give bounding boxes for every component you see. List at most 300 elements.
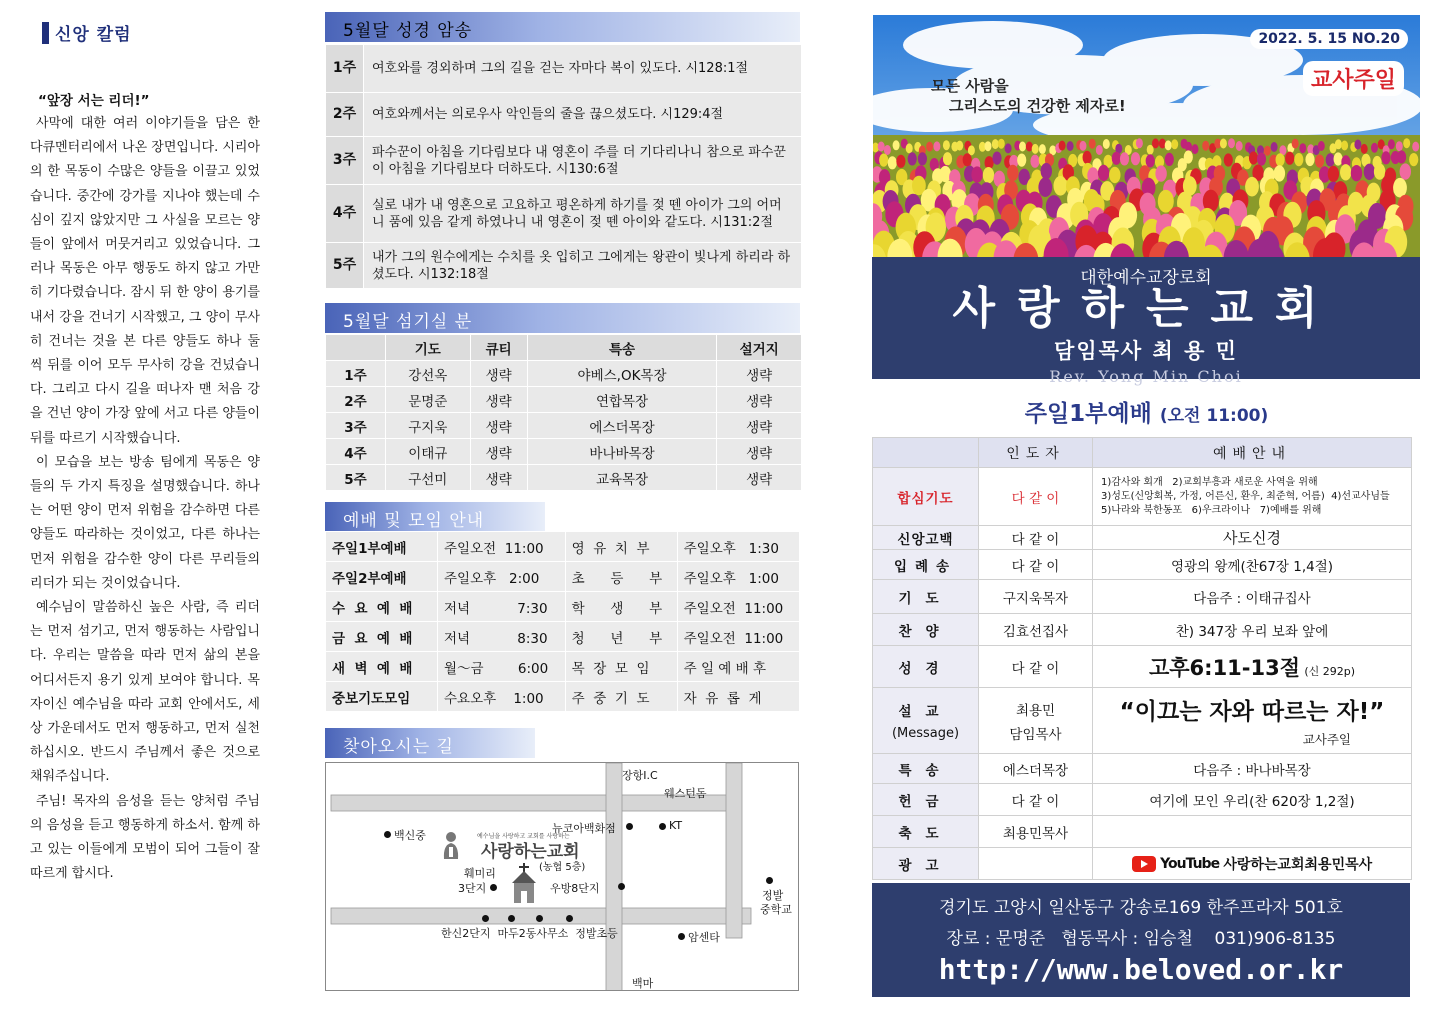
cell: 생략 — [717, 413, 802, 439]
cell: 자 유 롭 게 — [677, 682, 799, 712]
tulip-flower — [1165, 140, 1172, 150]
church-address: 경기도 고양시 일산동구 강송로169 한주프라자 501호 — [939, 898, 1343, 918]
cell: 저녁 8:30 — [438, 622, 566, 652]
cell: 주일1부예배 — [326, 532, 438, 562]
cell: 생략 — [717, 465, 802, 491]
tulip-flower — [1249, 151, 1258, 164]
tulip-flower — [1054, 176, 1068, 196]
map-label-kt: KT — [669, 819, 683, 832]
cell: 에스더목장 — [527, 413, 717, 439]
tulip-flower — [1096, 145, 1103, 155]
map-dot — [536, 915, 543, 922]
tulip-flower — [992, 139, 999, 149]
cell: 생략 — [717, 361, 802, 387]
church-building-icon — [504, 863, 544, 905]
tulip-flower — [1374, 163, 1385, 179]
faith-column — [30, 20, 260, 887]
tulip-flower — [1257, 153, 1266, 166]
cell: 청 년 부 — [565, 622, 677, 652]
verse-cell: 파수꾼이 아침을 기다림보다 내 영혼이 주를 더 기다리나니 참으로 파수꾼이 아침을 기다림보다 더하도다. 시130:6절 — [364, 137, 802, 185]
item-info — [1093, 848, 1412, 880]
memory-table — [325, 44, 802, 289]
verse-cell: 내가 그의 원수에게는 수치를 옷 입히고 그에게는 왕관이 빛나게 하리라 하셨도다. 시132:18절 — [364, 243, 802, 289]
sermon-sub: (Message) — [891, 726, 960, 741]
kitchen-title: 5월달 섬기실 분 — [325, 303, 800, 333]
map-label-newcore: 뉴코아백화점 — [552, 822, 616, 835]
tulip-flower — [1326, 153, 1335, 166]
item-leader: 김효선집사 — [979, 614, 1093, 646]
tulip-flower — [1112, 152, 1121, 165]
service-title — [873, 395, 1420, 428]
serving-table — [325, 334, 802, 491]
tulip-flower — [1318, 141, 1325, 151]
cell: 수 요 예 배 — [326, 592, 438, 622]
table-row — [326, 413, 802, 439]
cell: 학 생 부 — [565, 592, 677, 622]
tulip-flower — [1165, 153, 1174, 166]
tulip-flower — [1292, 139, 1299, 149]
cell: 바나바목장 — [527, 439, 717, 465]
table-row — [326, 361, 802, 387]
tulip-flower — [1171, 139, 1178, 149]
cell: 주일오후 1:30 — [677, 532, 799, 562]
map-dot — [626, 823, 633, 830]
tulip-flower — [879, 154, 888, 167]
sermon-theme: 교사주일 — [1302, 732, 1351, 747]
map-label-hwe2: 3단지 — [458, 882, 487, 895]
item-name: 헌금 — [873, 784, 979, 816]
cell: 주일오후 2:00 — [438, 562, 566, 592]
header-cell: 기도 — [386, 335, 471, 361]
bulletin-date: 2022. 5. 15 NO.20 — [1250, 29, 1408, 49]
table-row — [873, 646, 1412, 688]
item-leader: 에스더목장 — [979, 754, 1093, 784]
table-row — [873, 468, 1412, 526]
verse-cell: 실로 내가 내 영혼으로 고요하고 평온하게 하기를 젖 뗀 아이가 그의 어머니 품에 있음 같게 하였나니 내 영혼이 젖 뗀 아이와 같도다. 시131:2절 — [364, 185, 802, 243]
scripture-ref: 고후6:11-13절 — [1148, 655, 1301, 680]
cell: 교육목장 — [527, 465, 717, 491]
cell: 목 장 모 임 — [565, 652, 677, 682]
week-cell: 4주 — [326, 185, 364, 243]
column-paragraph: 이 모습을 보는 방송 팀에게 목동은 양들의 두 가지 특징을 설명했습니다. 하나는 어떤 양이 먼저 위험을 감수하면 다른 양들도 따라하는 것이었고, 다른 하나는 먼저 위험을 감수한 양이 다른 무리들의 리더가 되는 것이었습니다. — [30, 454, 260, 591]
table-row — [326, 137, 802, 185]
tulip-flower — [1120, 152, 1129, 165]
item-info: 사도신경 — [1093, 526, 1412, 550]
item-info: 다음주 : 이태규집사 — [1093, 580, 1412, 614]
tulip-flower — [985, 141, 992, 151]
cell: 영 유 치 부 — [565, 532, 677, 562]
map-label-jeongbal1: 정발 — [762, 889, 784, 902]
tulip-flower — [1039, 144, 1046, 154]
tulip-flower — [943, 152, 952, 165]
table-row — [326, 622, 800, 652]
youtube-icon — [1132, 856, 1156, 872]
denomination: 대한예수교장로회 — [1080, 268, 1212, 288]
tulip-flower — [1185, 142, 1192, 152]
week-cell: 2주 — [326, 93, 364, 137]
tulip-flower — [998, 139, 1005, 149]
item-name: 기도 — [873, 580, 979, 614]
tulip-flower — [1245, 177, 1259, 197]
church-slogan: 예수님을 사랑하고 교회를 사랑하는 — [477, 833, 570, 840]
tulip-flower — [908, 152, 917, 165]
column-title: “앞장 서는 리더!” — [38, 93, 150, 109]
tulip-flower — [963, 153, 972, 166]
tulip-flower — [1103, 139, 1110, 149]
tulip-flower — [918, 152, 927, 165]
tulip-flower — [1236, 141, 1243, 151]
cell: 연합목장 — [527, 387, 717, 413]
cell: 중보기도모임 — [326, 682, 438, 712]
cell: 초 등 부 — [565, 562, 677, 592]
tulip-flower — [1393, 178, 1407, 198]
tulip-flower — [1388, 139, 1395, 149]
tulip-flower — [983, 167, 994, 183]
week-cell: 5주 — [326, 243, 364, 289]
tulip-flower — [1192, 144, 1199, 154]
table-row — [873, 754, 1412, 784]
table-row — [873, 580, 1412, 614]
tulip-flower — [1224, 153, 1233, 166]
map-label-amcenter: 암센타 — [688, 931, 720, 944]
item-leader: 구지욱목자 — [979, 580, 1093, 614]
item-name: 광고 — [873, 848, 979, 880]
church-footer — [872, 883, 1410, 997]
table-row — [326, 682, 800, 712]
column-paragraph: 예수님이 말씀하신 높은 사람, 즉 리더는 먼저 섬기고, 먼저 행동하는 사람입니다. 우리는 말씀을 따라 먼저 삶의 본을 어디서든지 용기 있게 보여야 합니다. 목자이신 예수님을 따라 교회 안에서도, 세상 가운데서도 먼저 행동하고, 먼저 실천하십시오. 반드시 주님께서 좋은 것으로 채워주십니다. — [30, 600, 260, 785]
cell: 구선미 — [386, 465, 471, 491]
tulip-flower — [1159, 139, 1166, 149]
cell: 새 벽 예 배 — [326, 652, 438, 682]
map-dot — [618, 883, 625, 890]
tulip-flower — [1109, 167, 1120, 183]
cell: 수요오후 1:00 — [438, 682, 566, 712]
tulip-flower — [1274, 165, 1285, 181]
tulip-flower — [1155, 165, 1166, 181]
header-cell — [873, 438, 979, 468]
item-name — [873, 688, 979, 754]
item-info — [1093, 816, 1412, 848]
tulip-flower — [1059, 141, 1066, 151]
item-leader — [979, 688, 1093, 754]
table-row — [873, 614, 1412, 646]
cell: 야베스,OK목장 — [527, 361, 717, 387]
verse-cell: 여호와를 경외하며 그의 길을 걷는 자마다 복이 있도다. 시128:1절 — [364, 45, 802, 93]
cell: 주 중 기 도 — [565, 682, 677, 712]
cell: 주일오전 11:00 — [438, 532, 566, 562]
tulip-flower — [1354, 140, 1361, 150]
tulip-flower — [1098, 165, 1109, 181]
table-row — [326, 185, 802, 243]
tulip-flower — [1038, 177, 1052, 197]
item-name: 찬양 — [873, 614, 979, 646]
cell: 이태규 — [386, 439, 471, 465]
verse-cell: 여호와께서는 의로우사 악인들의 줄을 끊으셨도다. 시129:4절 — [364, 93, 802, 137]
cell: 5주 — [326, 465, 386, 491]
table-row — [873, 526, 1412, 550]
tulip-flower — [1276, 153, 1285, 166]
tulip-flower — [1294, 153, 1303, 166]
tulip-flower — [1228, 138, 1235, 148]
cell: 문명준 — [386, 387, 471, 413]
table-row — [873, 784, 1412, 816]
column-heading — [42, 20, 260, 45]
hero-image — [873, 15, 1420, 257]
map-dot — [678, 933, 685, 940]
scripture-page: (신 292p) — [1304, 664, 1355, 678]
item-info: 여기에 모인 우리(찬 620장 1,2절) — [1093, 784, 1412, 816]
tulip-flower — [1403, 138, 1410, 148]
item-leader: 다 같 이 — [979, 526, 1093, 550]
tulip-flower — [896, 155, 905, 168]
tulip-flower — [1361, 144, 1368, 154]
worship-title: 예배 및 모임 안내 — [325, 502, 545, 532]
item-leader: 다 같 이 — [979, 784, 1093, 816]
item-leader: 다 같 이 — [979, 468, 1093, 526]
cell: 생략 — [470, 387, 527, 413]
item-name: 축도 — [873, 816, 979, 848]
sermon-label: 설교 — [898, 704, 953, 720]
tulip-flower — [1007, 165, 1018, 181]
tulip-flower — [893, 140, 900, 150]
cell: 4주 — [326, 439, 386, 465]
service-time: (오전 11:00) — [1159, 406, 1269, 426]
cell: 주일2부예배 — [326, 562, 438, 592]
tulip-flower — [1271, 142, 1278, 152]
table-row — [326, 93, 802, 137]
church-logo-icon — [441, 829, 465, 859]
heading-bar — [42, 22, 49, 44]
map-label-janghang: 장항I.C — [622, 769, 658, 782]
tulip-flower — [1285, 152, 1294, 165]
map-label-woobang: 우방8단지 — [550, 882, 600, 895]
column-paragraph: 주님! 목자의 음성을 듣는 양처럼 주님의 음성을 듣고 행동하게 하소서. 함께 하고 있는 이들에게 모범이 되어 그들이 잘 따르게 합시다. — [30, 793, 260, 882]
order-of-service — [872, 437, 1412, 880]
table-row — [326, 243, 802, 289]
tulip-flower — [971, 166, 982, 182]
item-name: 입례송 — [873, 550, 979, 580]
table-row — [326, 45, 802, 93]
theme-badge: 교사주일 — [1303, 61, 1404, 96]
tulip-flower — [888, 156, 897, 169]
service-name: 주일1부예배 — [1024, 401, 1152, 427]
item-name: 특송 — [873, 754, 979, 784]
map-label-bottom-row: 한신2단지 마두2동사무소 정발초등 — [441, 927, 618, 940]
table-row — [326, 532, 800, 562]
tulip-flower — [940, 166, 951, 182]
tulip-flower — [1351, 165, 1362, 181]
tulip-flower — [1396, 141, 1403, 151]
column-paragraph: 사막에 대한 여러 이야기들을 담은 한 다큐멘터리에서 나온 장면입니다. 시리아의 한 목동이 수많은 양들을 이끌고 있었습니다. 중간에 강가를 지나야 했는데 수심이 깊지 않았지만 그 사실을 모르는 양들이 앞에서 머뭇거리고 있었습니다. 그러나 목동은 아무 행동도 하지 않고 가만히 기다렸습니다. 잠시 뒤 한 양이 용기를 내서 강을 건너기 시작했고, 그 양이 무사히 건너는 것을 본 다른 양들도 하나 둘 씩 뒤를 이어 모두 무사히 강을 건넜습니다. 그리고 다시 길을 떠나자 맨 처음 강을 건넌 양이 가장 앞에 서고 다른 양들이 뒤를 따르기 시작했습니다. — [30, 116, 261, 446]
tulip-flower — [1364, 164, 1375, 180]
church-banner — [872, 257, 1420, 386]
tulip-flower — [992, 152, 1001, 165]
header-cell — [326, 335, 386, 361]
tulip-flower — [1131, 152, 1140, 165]
table-header-row — [326, 335, 802, 361]
church-floor: (농협 5층) — [539, 862, 586, 873]
tulip-flower — [1005, 143, 1012, 153]
column-heading-text: 신앙 칼럼 — [55, 25, 132, 45]
header-cell: 설거지 — [717, 335, 802, 361]
road-lines — [326, 763, 799, 991]
pastor-name: 담임목사 최 용 민 — [1054, 339, 1238, 363]
cell: 금 요 예 배 — [326, 622, 438, 652]
pastor-english: Rev. Yong Min Choi — [1049, 367, 1243, 386]
item-leader: 최용민목사 — [979, 816, 1093, 848]
table-row — [873, 848, 1412, 880]
table-row — [326, 465, 802, 491]
tulip-flower — [1397, 150, 1406, 163]
cell: 주일오후 1:00 — [677, 562, 799, 592]
table-header-row — [873, 438, 1412, 468]
header-cell: 특송 — [527, 335, 717, 361]
preacher-name: 최용민 — [1015, 702, 1056, 719]
map-label-jeongbal2: 중학교 — [760, 903, 792, 916]
tulip-flower — [878, 142, 885, 152]
item-info: 1)감사와 회개 2)교회부흥과 새로운 사역을 위해 3)성도(신앙회복, 가정, 어른신, 환우, 최준혁, 어름) 4)선교사님들 5)나라와 북한동포 6)우크라이나 7)예배를 위해 — [1093, 468, 1412, 526]
tulip-flower — [884, 145, 891, 155]
map-dot — [482, 915, 489, 922]
table-row — [326, 592, 800, 622]
cell: 1주 — [326, 361, 386, 387]
tulip-flower — [1340, 164, 1351, 180]
map-dot — [566, 915, 573, 922]
cell: 2주 — [326, 387, 386, 413]
tulip-flower — [1030, 155, 1039, 168]
map-dot — [490, 884, 497, 891]
slogan-line1: 모든 사람을 — [931, 77, 1009, 95]
tulip-flower — [1381, 151, 1390, 164]
cell: 생략 — [717, 387, 802, 413]
cell: 생략 — [470, 361, 527, 387]
tulip-flower — [1017, 154, 1026, 167]
tulip-flower — [1409, 153, 1418, 166]
tulip-flower — [1371, 143, 1378, 153]
item-info: 영광의 왕께(찬67장 1,4절) — [1093, 550, 1412, 580]
cell: 주 일 예 배 후 — [677, 652, 799, 682]
item-name: 신앙고백 — [873, 526, 979, 550]
tulip-flower — [1146, 154, 1155, 167]
map-label-baeksin: 백신중 — [394, 829, 426, 842]
tulip-flower — [1334, 152, 1343, 165]
table-row — [873, 816, 1412, 848]
directions-map — [325, 762, 799, 991]
map-label-baekma: 백마 — [632, 977, 654, 990]
tulip-flower — [1136, 138, 1143, 148]
tulip-flower — [956, 141, 963, 151]
cell: 주일오전 11:00 — [677, 592, 799, 622]
item-leader: 다 같 이 — [979, 646, 1093, 688]
map-dot — [508, 915, 515, 922]
cell: 생략 — [470, 465, 527, 491]
item-info: 다음주 : 바나바목장 — [1093, 754, 1412, 784]
cell: 월～금 6:00 — [438, 652, 566, 682]
cell: 생략 — [470, 413, 527, 439]
table-row — [326, 387, 802, 413]
table-row — [326, 562, 800, 592]
preacher-title: 담임목사 — [1009, 726, 1062, 743]
header-cell: 예배안내 — [1093, 438, 1412, 468]
tulip-flower — [1019, 142, 1026, 152]
item-leader — [979, 848, 1093, 880]
tulip-flower — [1341, 141, 1348, 151]
tulip-flower — [1400, 163, 1411, 179]
item-info — [1093, 646, 1412, 688]
tulip-flower — [1083, 151, 1092, 164]
week-cell: 1주 — [326, 45, 364, 93]
cell: 생략 — [717, 439, 802, 465]
directions-title: 찾아오시는 길 — [325, 728, 535, 758]
tulip-flower — [1067, 141, 1074, 151]
sermon-title: “이끄는 자와 따르는 자!” — [1119, 699, 1385, 725]
cell: 생략 — [470, 439, 527, 465]
church-website-link[interactable]: http://www.beloved.or.kr — [938, 953, 1344, 986]
tulip-flower — [1089, 139, 1096, 149]
tulip-field-illustration — [873, 15, 1420, 257]
column-body — [30, 112, 260, 887]
map-label-hwe1: 훼미리 — [464, 867, 496, 880]
tulip-flower — [926, 142, 933, 152]
tulip-flower — [1220, 139, 1227, 149]
item-info: 찬) 347장 우리 보좌 앞에 — [1093, 614, 1412, 646]
memory-title: 5월달 성경 암송 — [325, 12, 800, 42]
tulip-flower — [943, 140, 950, 150]
tulip-flower — [906, 143, 913, 153]
map-label-western: 웨스턴돔 — [664, 787, 707, 800]
header-cell: 인도자 — [979, 438, 1093, 468]
church-name: 사랑하는교회 — [952, 283, 1340, 334]
church-map-name: 사랑하는교회 — [481, 842, 580, 862]
tulip-flower — [1032, 144, 1039, 154]
item-name: 합심기도 — [873, 468, 979, 526]
tulip-flower — [1315, 155, 1324, 168]
tulip-flower — [1026, 142, 1033, 152]
tulip-flower — [1328, 166, 1339, 182]
map-dot — [384, 831, 391, 838]
table-row — [873, 688, 1412, 754]
cell: 저녁 7:30 — [438, 592, 566, 622]
tulip-flower — [1041, 163, 1052, 179]
tulip-flower — [1202, 141, 1209, 151]
cell: 강선옥 — [386, 361, 471, 387]
map-dot — [766, 877, 773, 884]
tulip-flower — [1305, 153, 1314, 166]
table-row — [873, 550, 1412, 580]
cell: 주일오전 11:00 — [677, 622, 799, 652]
item-leader: 다 같 이 — [979, 550, 1093, 580]
header-cell: 큐티 — [470, 335, 527, 361]
tulip-flower — [1152, 138, 1159, 148]
tulip-flower — [1299, 143, 1306, 153]
tulip-flower — [1412, 142, 1419, 152]
tulip-flower — [1184, 150, 1193, 163]
slogan-line2: 그리스도의 건강한 제자로! — [949, 97, 1126, 115]
item-info — [1093, 688, 1412, 754]
church-contact: 장로 : 문명준 협동목사 : 임승철 031)906-8135 — [946, 929, 1336, 949]
map-dot — [659, 823, 666, 830]
cell: 3주 — [326, 413, 386, 439]
tulip-flower — [1264, 146, 1271, 156]
tulip-flower — [1335, 139, 1342, 149]
item-name: 성경 — [873, 646, 979, 688]
table-row — [326, 439, 802, 465]
youtube-channel-link[interactable]: 사랑하는교회최용민목사 — [1223, 856, 1373, 873]
tulip-flower — [933, 141, 940, 151]
cell: 구지욱 — [386, 413, 471, 439]
table-row — [326, 652, 800, 682]
tulip-flower — [1080, 141, 1087, 151]
